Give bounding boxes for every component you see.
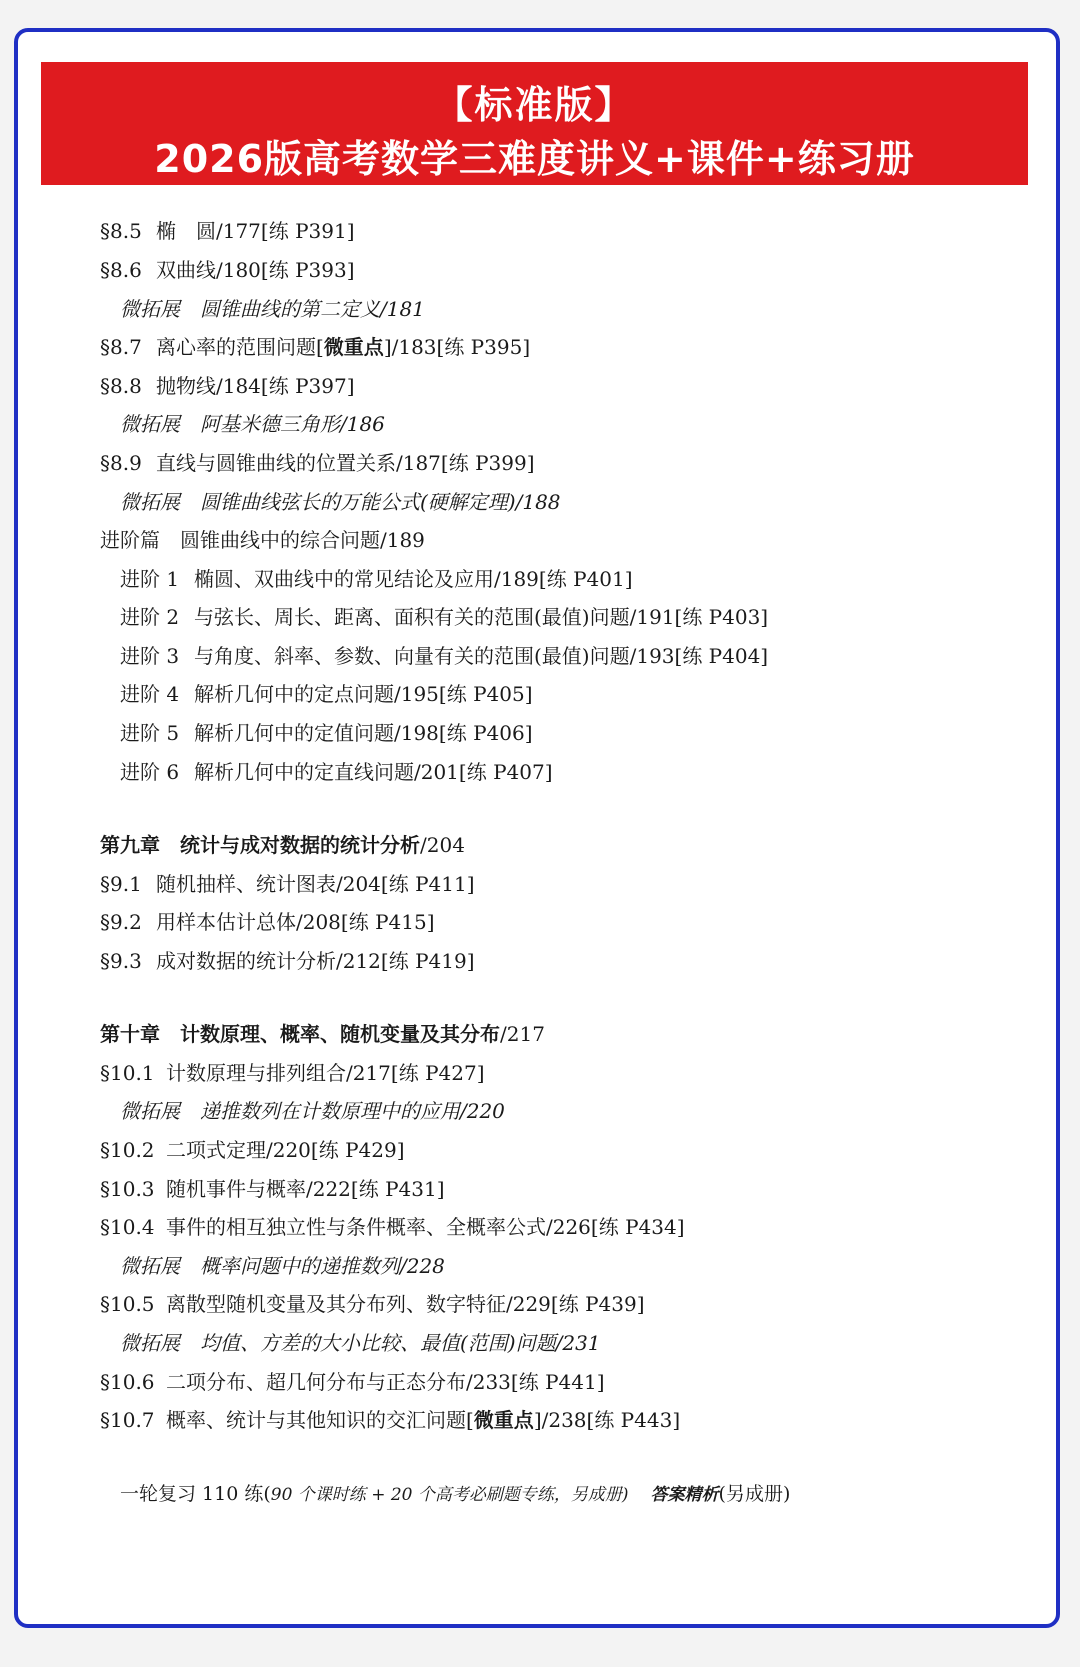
toc-entry bbox=[120, 566, 633, 592]
toc-subentry bbox=[120, 1098, 505, 1124]
toc-entry bbox=[100, 871, 475, 897]
toc-subentry bbox=[120, 411, 385, 437]
toc-subentry bbox=[120, 296, 425, 322]
banner-title: 2026版高考数学三难度讲义+课件+练习册 bbox=[154, 137, 915, 181]
toc-entry bbox=[120, 720, 533, 746]
toc-entry bbox=[100, 1369, 605, 1395]
toc-title: 解析几何中的定点问题/195[练 P405] bbox=[194, 682, 533, 706]
toc-code: §8.9 bbox=[100, 451, 142, 475]
toc-title: 解析几何中的定直线问题/201[练 P407] bbox=[194, 760, 553, 784]
toc-title: 二项式定理/220[练 P429] bbox=[166, 1138, 405, 1162]
chapter-title: 统计与成对数据的统计分析 bbox=[180, 833, 420, 857]
toc-title: 概率问题中的递推数列/228 bbox=[200, 1254, 445, 1278]
toc-title: 成对数据的统计分析/212[练 P419] bbox=[156, 949, 475, 973]
toc-code: §8.7 bbox=[100, 335, 142, 359]
toc-subentry bbox=[120, 1253, 445, 1279]
toc-code: 进阶 3 bbox=[120, 644, 180, 668]
banner-edition: 【标准版】 bbox=[434, 83, 635, 127]
toc-code: §10.6 bbox=[100, 1370, 155, 1394]
toc-code: 进阶 6 bbox=[120, 760, 180, 784]
toc-code: §10.3 bbox=[100, 1177, 155, 1201]
toc-code: 进阶 4 bbox=[120, 682, 180, 706]
toc-title: 递推数列在计数原理中的应用/220 bbox=[200, 1099, 505, 1123]
chapter-page: /217 bbox=[500, 1022, 545, 1046]
toc-title: 抛物线/184[练 P397] bbox=[156, 374, 355, 398]
toc-code: 微拓展 bbox=[120, 1331, 180, 1355]
toc-code: §9.3 bbox=[100, 949, 142, 973]
toc-code: §8.5 bbox=[100, 219, 142, 243]
toc-entry bbox=[100, 1060, 485, 1086]
toc-entry bbox=[100, 218, 355, 244]
toc-title: 二项分布、超几何分布与正态分布/233[练 P441] bbox=[166, 1370, 605, 1394]
toc-title: 圆锥曲线中的综合问题/189 bbox=[180, 528, 425, 552]
key-point-tag: 微重点 bbox=[323, 335, 384, 359]
toc-code: 进阶 5 bbox=[120, 721, 180, 745]
toc-code: 微拓展 bbox=[120, 490, 180, 514]
toc-entry bbox=[100, 1214, 685, 1240]
toc-entry bbox=[100, 1407, 680, 1433]
toc-title: 概率、统计与其他知识的交汇问题[ bbox=[166, 1408, 474, 1432]
toc-title: 随机事件与概率/222[练 P431] bbox=[166, 1177, 445, 1201]
toc-entry bbox=[100, 1291, 645, 1317]
chapter-title: 计数原理、概率、随机变量及其分布 bbox=[180, 1022, 500, 1046]
toc-title: 随机抽样、统计图表/204[练 P411] bbox=[156, 872, 475, 896]
toc-code: §10.2 bbox=[100, 1138, 155, 1162]
footer-answers-label: 答案精析 bbox=[650, 1485, 719, 1505]
toc-title: 直线与圆锥曲线的位置关系/187[练 P399] bbox=[156, 451, 535, 475]
toc-code: 微拓展 bbox=[120, 297, 180, 321]
chapter-number: 第十章 bbox=[100, 1022, 160, 1046]
toc-code: 微拓展 bbox=[120, 1099, 180, 1123]
toc-entry bbox=[120, 759, 553, 785]
toc-code: 微拓展 bbox=[120, 1254, 180, 1278]
chapter-number: 第九章 bbox=[100, 833, 160, 857]
toc-page-ref: ]/238[练 P443] bbox=[533, 1408, 681, 1432]
toc-title: 均值、方差的大小比较、最值(范围)问题/231 bbox=[200, 1331, 601, 1355]
toc-title: 阿基米德三角形/186 bbox=[200, 412, 385, 436]
toc-code: §10.5 bbox=[100, 1292, 155, 1316]
toc-title: 离散型随机变量及其分布列、数字特征/229[练 P439] bbox=[166, 1292, 645, 1316]
toc-title: 圆锥曲线的第二定义/181 bbox=[200, 297, 425, 321]
toc-entry bbox=[120, 681, 533, 707]
toc-title: 离心率的范围问题[ bbox=[156, 335, 324, 359]
toc-code: §10.4 bbox=[100, 1215, 155, 1239]
toc-entry bbox=[120, 643, 768, 669]
toc-title: 解析几何中的定值问题/198[练 P406] bbox=[194, 721, 533, 745]
toc-code: §8.8 bbox=[100, 374, 142, 398]
toc-title: 与弦长、周长、距离、面积有关的范围(最值)问题/191[练 P403] bbox=[194, 605, 769, 629]
toc-entry bbox=[100, 1176, 445, 1202]
toc-entry bbox=[100, 334, 530, 360]
toc-title: 与角度、斜率、参数、向量有关的范围(最值)问题/193[练 P404] bbox=[194, 644, 769, 668]
toc-code: 进阶 1 bbox=[120, 567, 180, 591]
toc-code: §9.1 bbox=[100, 872, 142, 896]
toc-page-ref: ]/183[练 P395] bbox=[383, 335, 531, 359]
toc-title: 计数原理与排列组合/217[练 P427] bbox=[166, 1061, 485, 1085]
footer-answers-note: (另成册) bbox=[718, 1483, 791, 1505]
toc-title: 双曲线/180[练 P393] bbox=[156, 258, 355, 282]
toc-title: 事件的相互独立性与条件概率、全概率公式/226[练 P434] bbox=[166, 1215, 685, 1239]
toc-subentry bbox=[120, 1330, 601, 1356]
toc-title: 椭 圆/177[练 P391] bbox=[156, 219, 355, 243]
footer-note bbox=[120, 1481, 790, 1508]
toc-entry bbox=[120, 604, 768, 630]
chapter-page: /204 bbox=[420, 833, 465, 857]
toc-entry bbox=[100, 450, 535, 476]
toc-code: 进阶篇 bbox=[100, 528, 160, 552]
toc-title: 圆锥曲线弦长的万能公式(硬解定理)/188 bbox=[200, 490, 561, 514]
toc-title: 椭圆、双曲线中的常见结论及应用/189[练 P401] bbox=[194, 567, 633, 591]
toc-entry bbox=[100, 948, 475, 974]
toc-entry bbox=[100, 909, 435, 935]
footer-practice-detail: 90 个课时练 + 20 个高考必刷题专练，另成册) bbox=[270, 1485, 629, 1505]
title-banner bbox=[41, 62, 1028, 185]
chapter-heading bbox=[100, 1021, 545, 1047]
toc-subentry bbox=[120, 489, 561, 515]
toc-code: §10.7 bbox=[100, 1408, 155, 1432]
key-point-tag: 微重点 bbox=[473, 1408, 534, 1432]
toc-code: §8.6 bbox=[100, 258, 142, 282]
toc-entry bbox=[100, 527, 425, 553]
toc-code: §9.2 bbox=[100, 910, 142, 934]
toc-entry bbox=[100, 373, 355, 399]
toc-code: 微拓展 bbox=[120, 412, 180, 436]
chapter-heading bbox=[100, 832, 465, 858]
toc-entry bbox=[100, 257, 355, 283]
toc-code: 进阶 2 bbox=[120, 605, 180, 629]
footer-practice-label: 一轮复习 110 练( bbox=[120, 1483, 271, 1505]
toc-title: 用样本估计总体/208[练 P415] bbox=[156, 910, 435, 934]
toc-entry bbox=[100, 1137, 405, 1163]
toc-code: §10.1 bbox=[100, 1061, 155, 1085]
